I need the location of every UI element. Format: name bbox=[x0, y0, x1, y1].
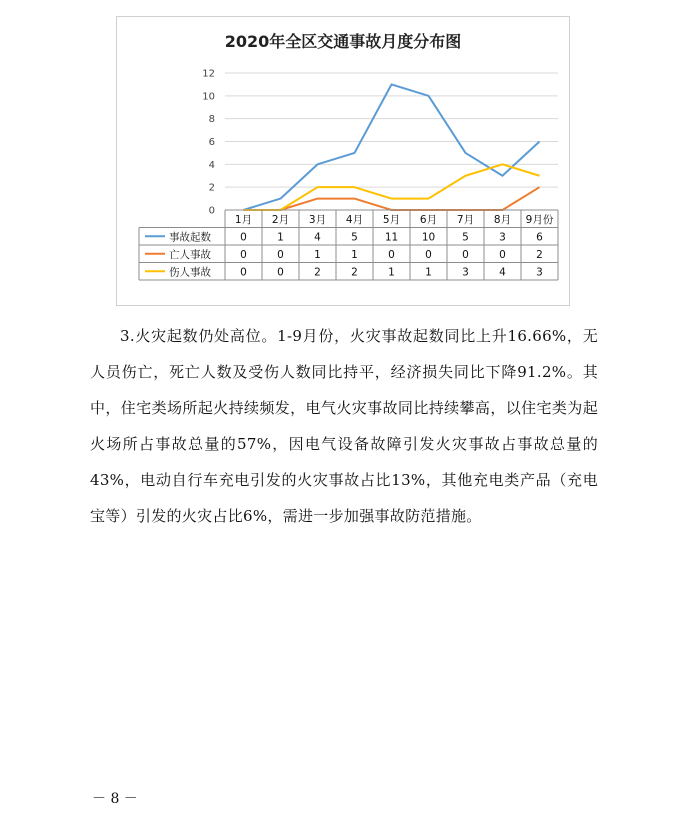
data-label: 3 bbox=[499, 231, 506, 244]
data-label: 11 bbox=[384, 231, 399, 244]
data-label: 6 bbox=[536, 231, 543, 244]
legend-label-1: 事故起数 bbox=[169, 231, 211, 244]
data-label: 1 bbox=[277, 231, 284, 244]
line-chart bbox=[117, 17, 569, 305]
x-tick-label: 8月 bbox=[493, 213, 512, 226]
series-line-1 bbox=[244, 84, 540, 210]
data-label: 0 bbox=[240, 231, 247, 244]
x-tick-label: 6月 bbox=[419, 213, 438, 226]
y-tick-label: 10 bbox=[202, 91, 215, 103]
data-label: 1 bbox=[388, 266, 395, 279]
data-label: 4 bbox=[499, 266, 506, 279]
page-number: － 8 － bbox=[92, 791, 138, 807]
data-label: 4 bbox=[314, 231, 321, 244]
data-label: 0 bbox=[425, 248, 432, 261]
data-label: 0 bbox=[277, 266, 284, 279]
y-tick-label: 6 bbox=[208, 137, 215, 148]
data-label: 1 bbox=[425, 266, 432, 279]
data-label: 5 bbox=[351, 231, 358, 244]
data-label: 5 bbox=[462, 231, 469, 244]
grid-lines bbox=[225, 73, 558, 210]
x-tick-label: 4月 bbox=[345, 213, 364, 226]
chart-frame bbox=[116, 16, 570, 306]
data-label: 0 bbox=[388, 248, 395, 261]
data-label: 10 bbox=[421, 231, 436, 244]
x-tick-label: 9月份 bbox=[525, 213, 554, 226]
series-lines bbox=[244, 84, 540, 210]
data-label: 2 bbox=[351, 266, 358, 279]
chart-title: 2020年全区交通事故月度分布图 bbox=[224, 32, 462, 51]
data-label: 1 bbox=[351, 248, 358, 261]
y-tick-label: 12 bbox=[202, 68, 215, 80]
data-label: 0 bbox=[462, 248, 469, 261]
x-tick-label: 1月 bbox=[234, 213, 253, 226]
x-tick-label: 7月 bbox=[456, 213, 475, 226]
data-label: 3 bbox=[536, 266, 543, 279]
data-label: 0 bbox=[240, 248, 247, 261]
data-label: 0 bbox=[240, 266, 247, 279]
legend-label-2: 亡人事故 bbox=[169, 248, 211, 261]
y-tick-label: 4 bbox=[208, 159, 215, 171]
x-tick-label: 3月 bbox=[308, 213, 327, 226]
y-tick-label: 0 bbox=[208, 205, 215, 217]
x-tick-label: 5月 bbox=[382, 213, 401, 226]
x-tick-label: 2月 bbox=[271, 213, 290, 226]
body-paragraph: 3.火灾起数仍处高位。1-9月份，火灾事故起数同比上升16.66%，无人员伤亡，死亡人数及受伤人数同比持平，经济损失同比下降91.2%。其中，住宅类场所起火持续频发，电气火灾事故同比持续攀高，以住宅类为起火场所占事故总量的57%，因电气设备故障引发火灾事故占事故总量的43%，电动自行车充电引发的火灾事故占比13%，其他充电类产品（充电宝等）引发的火灾占比6%，需进一步加强事故防范措施。 bbox=[90, 327, 598, 525]
data-label: 3 bbox=[462, 266, 469, 279]
data-table bbox=[139, 210, 558, 280]
y-axis-ticks bbox=[202, 69, 215, 217]
y-tick-label: 2 bbox=[208, 182, 215, 194]
data-label: 0 bbox=[499, 248, 506, 261]
data-label: 2 bbox=[314, 266, 321, 279]
data-label: 2 bbox=[536, 248, 543, 261]
data-label: 1 bbox=[314, 248, 321, 261]
y-tick-label: 8 bbox=[208, 114, 215, 126]
data-label: 0 bbox=[277, 248, 284, 261]
legend-label-3: 伤人事故 bbox=[169, 266, 211, 279]
